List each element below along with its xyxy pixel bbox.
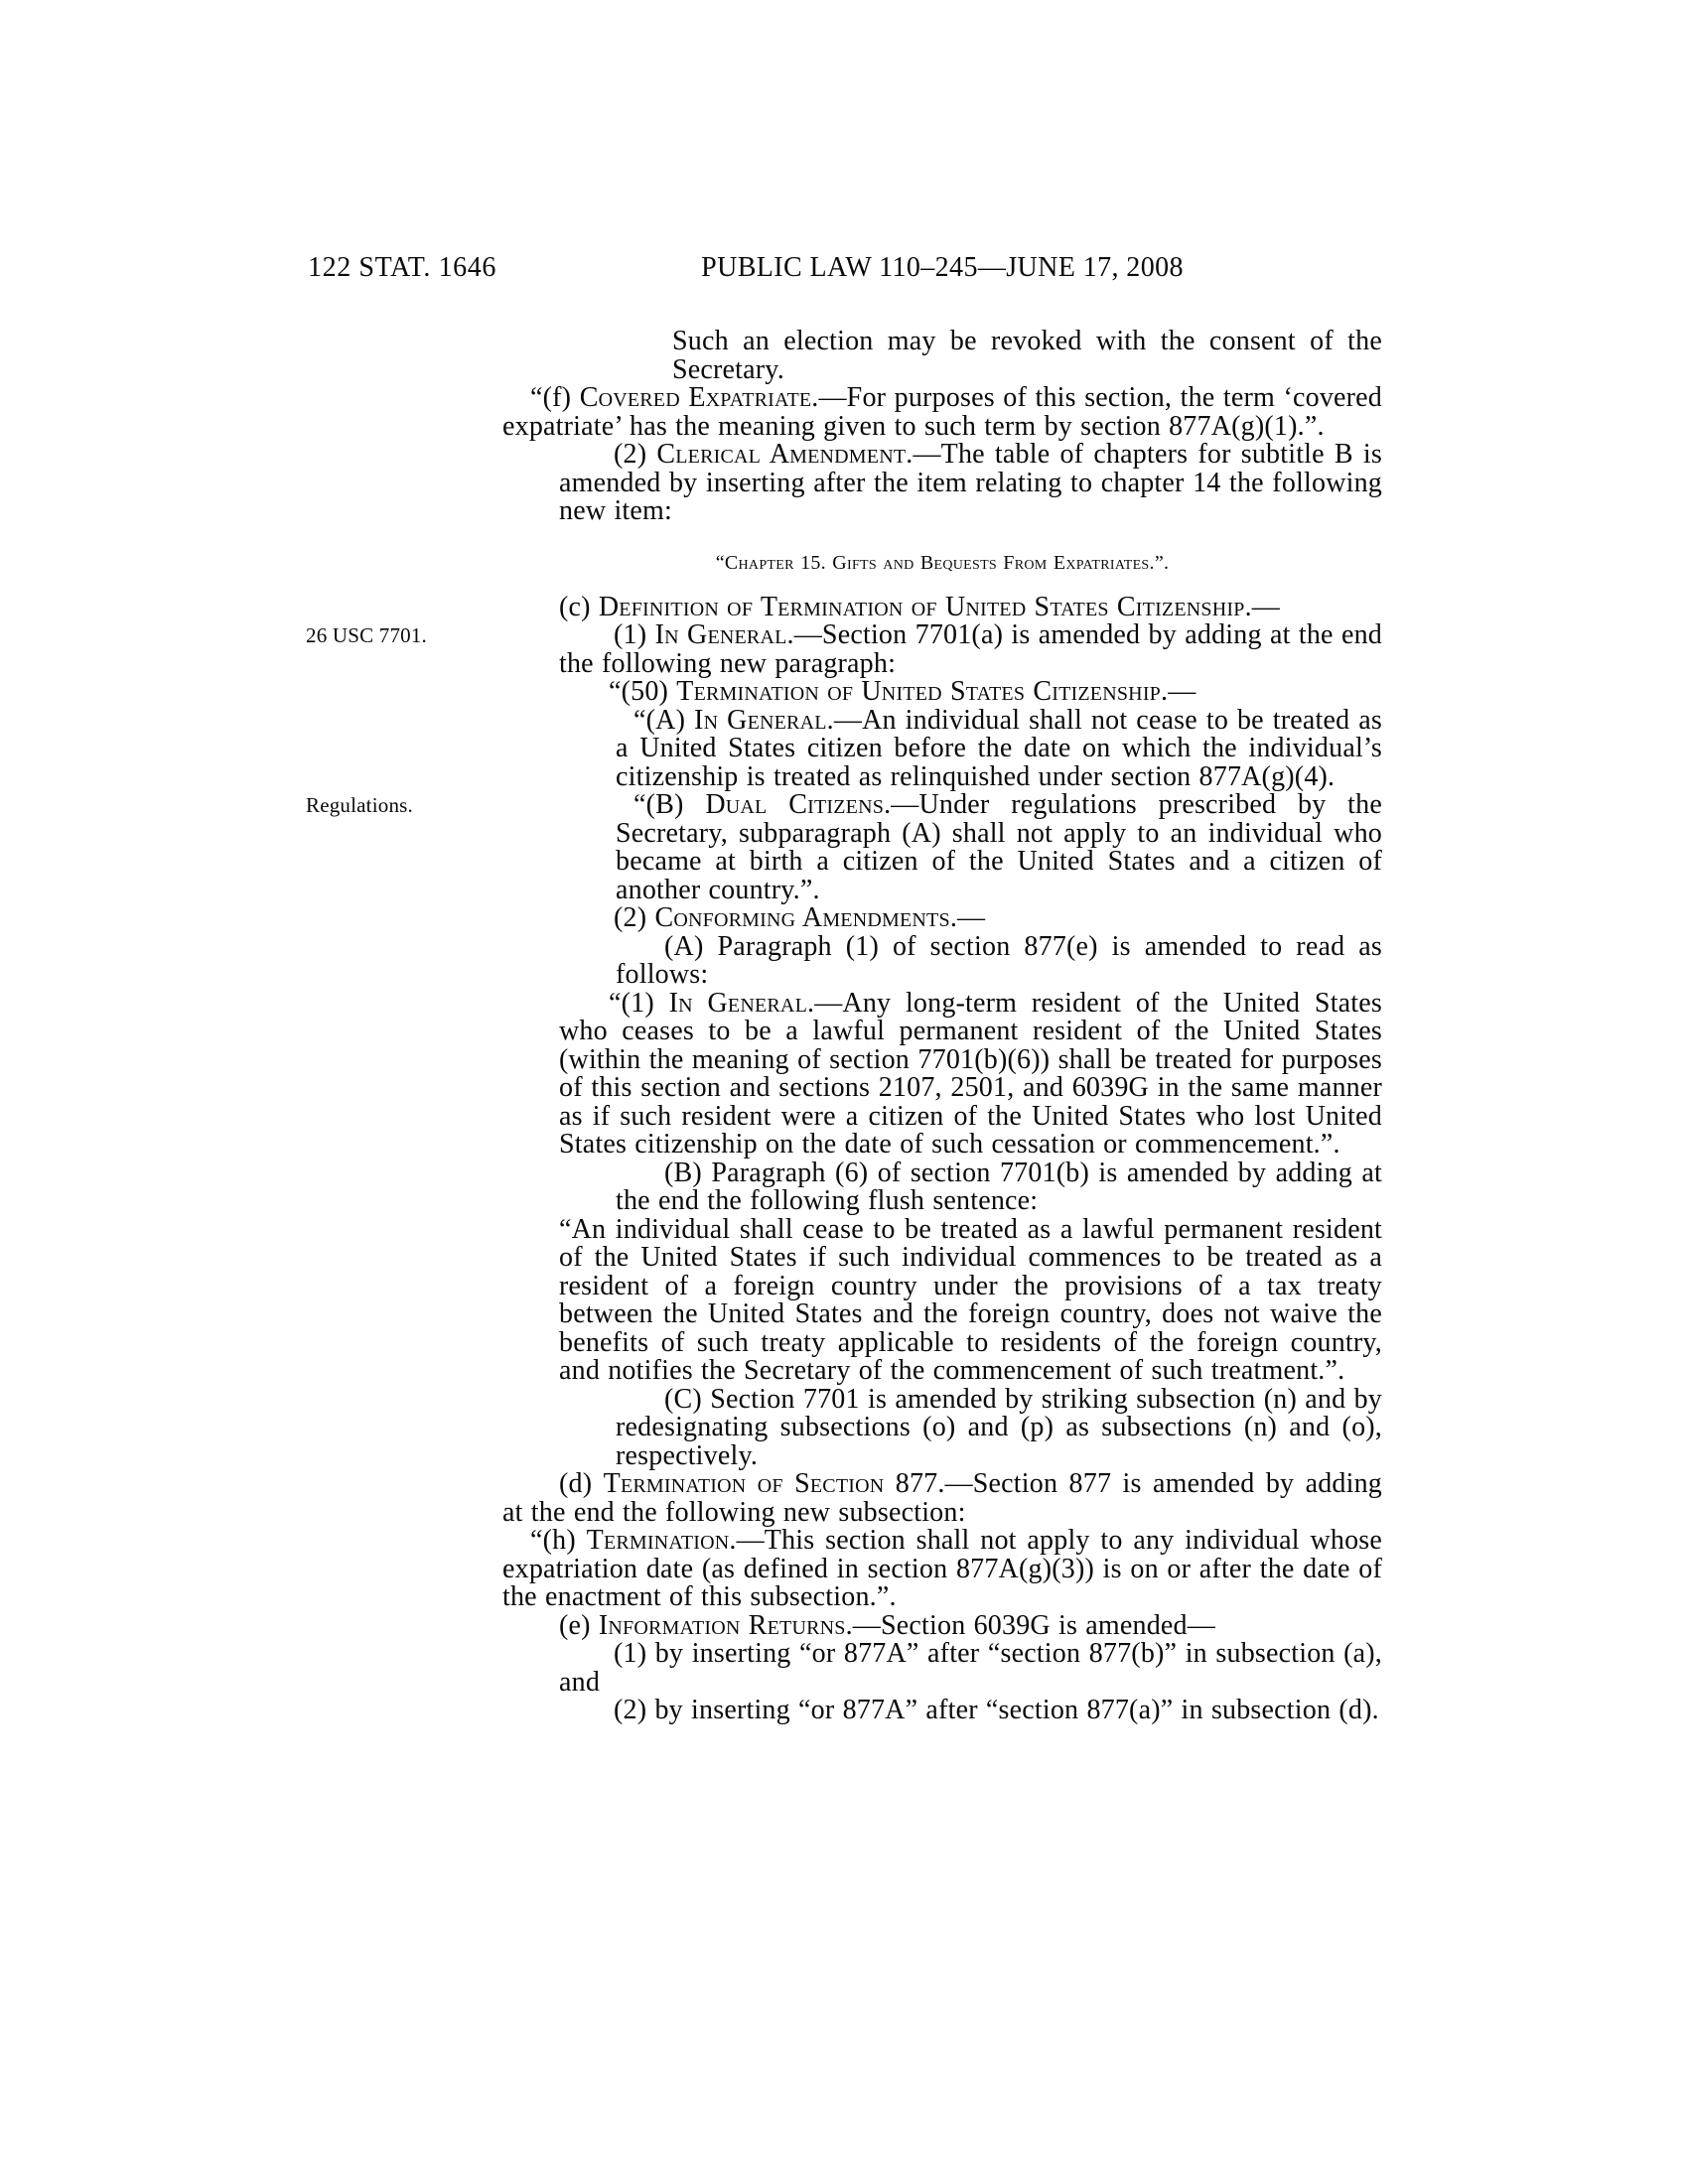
text-run: “(1): [609, 987, 669, 1019]
text-run: .—Any long-term resident of the United States who ceases to be a lawful permanent resident of the United States (within the meaning of section 7701(b)(6)) shall be treated for purposes of this section and sections 2107, 2501, and 6039G in the same manner as if such resident were a citizen of the United States who lost United States citizenship on the date of such cessation or commencement.”.: [559, 987, 1383, 1160]
small-caps-heading: Conforming Amendments: [654, 902, 950, 933]
text-run: .—: [949, 902, 986, 933]
text-run: .”.: [1149, 551, 1170, 574]
small-caps-heading: Termination: [586, 1525, 730, 1556]
text-run: (A) Paragraph (1) of section 877(e) is amended to read as follows:: [616, 930, 1382, 990]
small-caps-heading: Termination of United States Citizenship: [676, 676, 1161, 707]
text-run: (d): [559, 1468, 604, 1499]
small-caps-heading: Dual Citizens: [705, 789, 885, 820]
subparagraph-B-paragraph-6: [616, 1157, 1382, 1216]
subparagraph-C-section-7701: [616, 1383, 1382, 1471]
statute-text-column: [306, 326, 1383, 1725]
small-caps-heading: Chapter 15. Gifts and Bequests From Expatriates: [724, 551, 1150, 574]
text-run: (C) Section 7701 is amended by striking subsection (n) and by redesignating subsections (o) and (p) as subsections (n) and (o), respectively.: [616, 1383, 1382, 1471]
subsection-f-covered-expatriate: [502, 384, 1382, 441]
text-run: (2) by inserting “or 877A” after “section 877(a)” in subsection (d).: [614, 1695, 1379, 1725]
paragraph-1-by-inserting: [559, 1640, 1382, 1697]
continuation-paragraph: [672, 328, 1382, 384]
text-run: (1) by inserting “or 877A” after “section 877(b)” in subsection (a), and: [559, 1638, 1382, 1698]
text-run: .—This section shall not apply to any individual whose expatriation date (as defined in section 877A(g)(3)) is on or after the date of the enactment of this subsection.”.: [502, 1525, 1383, 1612]
small-caps-heading: Information Returns: [598, 1609, 846, 1641]
paragraph-2-conforming-amendments: [559, 904, 1382, 933]
subsection-e-information-returns: [502, 1609, 1382, 1641]
text-run: “(A): [633, 704, 695, 736]
text-run: .—For purposes of this section, the term ‘covered expatriate’ has the meaning given to such term by section 877A(g)(1).”.: [502, 382, 1382, 442]
quoted-paragraph-50: [559, 678, 1382, 707]
text-run: “: [715, 551, 725, 574]
chapter-heading: [502, 552, 1382, 574]
subsection-c-definition: [502, 591, 1382, 622]
small-caps-heading: In General: [694, 704, 827, 736]
margin-note: Regulations.: [306, 793, 413, 817]
text-run: .—Under regulations prescribed by the Secretary, subparagraph (A) shall not apply to an individual who became at birth a citizen of the United States and a citizen of another country.”.: [616, 789, 1382, 905]
text-run: .—An individual shall not cease to be treated as a United States citizen before the date on which the individual’s citizenship is treated as relinquished under section 877A(g)(4).: [616, 704, 1382, 792]
small-caps-heading: Covered Expatriate: [579, 382, 812, 413]
quoted-paragraph-1-in-general: [559, 987, 1383, 1160]
text-run: “(50): [609, 676, 677, 707]
public-law-header: PUBLIC LAW 110–245—JUNE 17, 2008: [701, 252, 1184, 283]
small-caps-heading: Definition of Termination of United States Citizenship: [598, 591, 1245, 622]
text-run: .—: [1161, 676, 1196, 707]
text-run: (e): [559, 1609, 599, 1641]
small-caps-heading: Termination of Section 877: [603, 1468, 938, 1499]
quoted-subparagraph-B-dual-citizens: [306, 789, 1382, 905]
text-run: .—Section 6039G is amended—: [845, 1609, 1215, 1641]
quoted-subparagraph-A-in-general: [616, 704, 1382, 792]
small-caps-heading: Clerical Amendment: [656, 439, 907, 470]
subsection-d-termination-of-section-877: [502, 1470, 1382, 1527]
text-run: (1): [614, 619, 655, 650]
text-run: .—Section 877 is amended by adding at the end the following new subsection:: [502, 1468, 1383, 1528]
text-run: “(B): [633, 789, 706, 820]
text-run: .—Section 7701(a) is amended by adding at the end the following new paragraph:: [559, 619, 1382, 679]
text-run: (2): [614, 439, 657, 470]
small-caps-heading: In General: [668, 987, 807, 1019]
text-run: “(h): [530, 1525, 587, 1556]
text-run: “An individual shall cease to be treated as a lawful permanent resident of the United States if such individual commences to be treated as a resident of a foreign country under the provisions of a tax treaty between the United States and the foreign country, does not waive the benefits of such treaty applicable to residents of the foreign country, and notifies the Secretary of the commencement of such treatment.”.: [559, 1213, 1382, 1386]
quoted-flush-sentence: [559, 1213, 1382, 1386]
paragraph-2-by-inserting: [559, 1697, 1382, 1725]
text-run: Such an election may be revoked with the consent of the Secretary.: [672, 326, 1382, 385]
text-run: (B) Paragraph (6) of section 7701(b) is amended by adding at the end the following flush sentence:: [616, 1157, 1382, 1216]
subparagraph-A-paragraph-1: [616, 930, 1382, 990]
paragraph-1-in-general: [306, 619, 1382, 679]
paragraph-2-clerical-amendment: [559, 441, 1382, 526]
quoted-subsection-h-termination: [502, 1527, 1382, 1612]
text-run: .—The table of chapters for subtitle B is amended by inserting after the item relating to chapter 14 the following new item:: [559, 439, 1382, 526]
text-run: (2): [614, 902, 655, 933]
text-run: “(f): [530, 382, 580, 413]
stat-page-number: 122 STAT. 1646: [308, 252, 496, 283]
small-caps-heading: In General: [654, 619, 787, 650]
text-run: (c): [559, 591, 599, 622]
margin-note: 26 USC 7701.: [306, 623, 428, 647]
text-run: .—: [1244, 591, 1280, 622]
